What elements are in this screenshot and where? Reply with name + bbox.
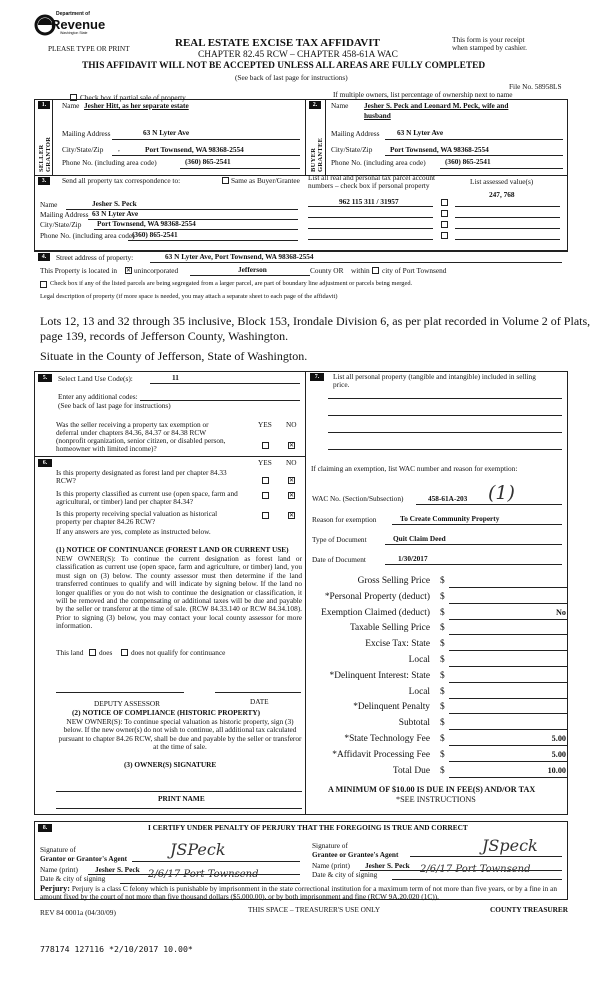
county-name: Jefferson (238, 265, 267, 274)
tax-row-label: Local (408, 687, 430, 697)
additional-codes-label: Enter any additional codes: (58, 392, 138, 401)
land-use-code: 11 (172, 373, 179, 382)
s3-phone-label: Phone No. (including area code) (40, 231, 135, 240)
parcel-4-personal-checkbox[interactable] (441, 232, 448, 239)
s6-q2-line2: agricultural, or timber) land per chapter 84.34? (56, 497, 193, 506)
street-label: Street address of property: (56, 253, 134, 262)
grantor-date-label: Date & city of signing (40, 874, 106, 883)
form-title: REAL ESTATE EXCISE TAX AFFIDAVIT (175, 37, 380, 49)
tax-row-underline (449, 761, 567, 762)
tax-row-dollar: $ (440, 718, 445, 728)
grantor-agent-label: Grantor or Grantor's Agent (40, 854, 128, 863)
form-chapter: CHAPTER 82.45 RCW – CHAPTER 458-61A WAC (198, 50, 398, 60)
receipt-note-2: when stamped by cashier. (452, 43, 527, 52)
tax-row-value: No (555, 608, 566, 617)
tax-row-dollar: $ (440, 592, 445, 602)
s5-no-header: NO (286, 420, 297, 429)
multiple-owners-note: If multiple owners, list percentage of ownership next to name (333, 90, 513, 99)
tax-row-dollar: $ (440, 639, 445, 649)
logo-state: Washington State (60, 31, 88, 35)
s5-q1-line4: homeowner with limited income)? (56, 444, 157, 453)
unincorporated-label: unincorporated (134, 266, 179, 275)
tax-row-dollar: $ (440, 623, 445, 633)
buyer-city-label: City/State/Zip (331, 145, 373, 154)
buyer-name-line2: husband (364, 111, 391, 120)
s5-yes-header: YES (258, 420, 272, 429)
s6-q3-no-checkbox[interactable]: ✕ (289, 513, 295, 519)
tax-row-label: Gross Selling Price (357, 576, 430, 586)
parcel-1-personal-checkbox[interactable] (441, 199, 448, 206)
s6-no-header: NO (286, 458, 297, 467)
assessed-header: List assessed value(s) (470, 177, 534, 186)
s6-yes-header: YES (258, 458, 272, 467)
legal-desc-2: page 139, records of Jefferson County, Washington. (40, 329, 289, 343)
parcel-header-2: numbers – check box if personal property (308, 181, 430, 190)
does-not-qualify-checkbox[interactable] (121, 649, 128, 656)
personal-property-label-2: price. (333, 380, 350, 389)
legal-desc-3: Situate in the County of Jefferson, State of Washington. (40, 349, 308, 363)
s5-q1-line1: Was the seller receiving a property tax exemption or (56, 420, 209, 429)
reason-label: Reason for exemption (312, 515, 377, 524)
deputy-assessor-label: DEPUTY ASSESSOR (94, 699, 161, 708)
tax-row-dollar: $ (440, 734, 445, 744)
segregated-label: Check box if any of the listed parcels are being segregated from a larger parcel, are part of boundary line adjustment or parcels being merged. (50, 280, 413, 287)
tax-row-value: 5.00 (551, 750, 566, 759)
s6-q2-no-checkbox[interactable]: ✕ (289, 493, 295, 499)
unincorporated-checkbox[interactable]: ✕ (126, 268, 132, 274)
tax-row-label: *Personal Property (deduct) (324, 592, 430, 602)
tax-row-value: 10.00 (547, 766, 566, 775)
grantor-signature: JSPeck (170, 840, 226, 859)
section-6-number: 6. (38, 459, 52, 467)
s6-q1-no-checkbox[interactable]: ✕ (289, 478, 295, 484)
s6-q2-yes-checkbox[interactable] (262, 492, 269, 499)
within-label: within (351, 266, 370, 275)
s6-q3-yes-checkbox[interactable] (262, 512, 269, 519)
grantee-signature: JSpeck (482, 836, 538, 855)
segregated-checkbox[interactable] (40, 281, 47, 288)
tax-row-label: Exemption Claimed (deduct) (321, 608, 430, 618)
s5-q1-line3: (nonprofit organization, senior citizen, or disabled person, (56, 436, 226, 445)
correspondence-label: Send all property tax correspondence to: (62, 176, 181, 185)
minimum-due-line2: *SEE INSTRUCTIONS (396, 795, 476, 804)
tax-row-dollar: $ (440, 608, 445, 618)
personal-property-label-1: List all personal property (tangible and intangible) included in selling (333, 372, 536, 381)
minimum-due-line1: A MINIMUM OF $10.00 IS DUE IN FEE(S) AND/OR TAX (328, 785, 536, 794)
seller-city-prefix: , (118, 144, 120, 153)
street-address: 63 N Lyter Ave, Port Townsend, WA 98368-2554 (165, 252, 314, 261)
s3-name: Jesher S. Peck (92, 199, 137, 208)
additional-codes-note: (See back of last page for instructions) (58, 401, 171, 410)
tax-row-dollar: $ (440, 687, 445, 697)
grantee-name-label: Name (print) (312, 861, 350, 870)
does-label: does (99, 648, 113, 657)
buyer-side-label: BUYER GRANTEE (310, 137, 324, 172)
date-label: DATE (250, 697, 269, 706)
s6-q1-yes-checkbox[interactable] (262, 477, 269, 484)
exemption-reason: To Create Community Property (400, 514, 500, 523)
parcel-number: 962 115 311 / 31957 (339, 197, 399, 206)
section-1-number: 1. (38, 101, 50, 109)
form-warning: THIS AFFIDAVIT WILL NOT BE ACCEPTED UNLESS ALL AREAS ARE FULLY COMPLETED (82, 61, 486, 71)
s5-q1-no-checkbox[interactable]: ✕ (289, 443, 295, 449)
tax-row-label: Excise Tax: State (365, 639, 430, 649)
file-number: File No. 58958LS (509, 82, 562, 91)
wac-subsection-handwritten: (1) (488, 482, 515, 504)
city-of-label: city of Port Townsend (382, 266, 447, 275)
seller-phone-label: Phone No. (including area code) (62, 158, 157, 167)
tax-row-label: *Delinquent Interest: State (329, 671, 430, 681)
s6-q2-line1: Is this property classified as current use (open space, farm and (56, 489, 238, 498)
grantor-sig-label: Signature of (40, 845, 76, 854)
exemption-claim-label: If claiming an exemption, list WAC number and reason for exemption: (311, 464, 518, 473)
tax-row-underline (449, 713, 567, 714)
grantee-date-city: 2/6/17 Port Townsend (420, 864, 531, 875)
tax-row-dollar: $ (440, 671, 445, 681)
doc-type: Quit Claim Deed (393, 534, 446, 543)
perjury-text: Perjury is a class C felony which is punishable by imprisonment in the state correctional institution for a maximum term of not more than five years, or by a fine in an amount fixed by the court of not more than five thousand dollars ($5,000.00), or by both imprisonment and fine (RCW 9A.20.020 (1C)). (40, 884, 557, 902)
treasurer-space: THIS SPACE – TREASURER'S USE ONLY (248, 905, 381, 914)
doc-type-label: Type of Document (312, 535, 367, 544)
notice1-body: NEW OWNER(S): To continue the current designation as forest land or classification as current use (open space, farm and agriculture, or timber) land, you must sign on (3) below. The county assessor must then determine if the land transferred continues to qualify and will indicate by signing below. If the land no longer qualifies or you do not wish to continue the designation or classification, it will be removed and the compensating or additional taxes will be due and payable by the seller or transferor at the time of sale. (RCW 84.33.140 or RCW 84.34.108). Prior to signing (3) below, you may contact your local county assessor for more information. (56, 554, 302, 631)
s3-city-label: City/State/Zip (40, 220, 82, 229)
owner-signature-label: (3) OWNER(S) SIGNATURE (124, 760, 217, 769)
within-city-checkbox[interactable] (372, 267, 379, 274)
seller-name-label: Name (62, 101, 80, 110)
s5-q1-yes-checkbox[interactable] (262, 442, 269, 449)
section-2-number: 2. (309, 101, 321, 109)
tax-row-underline (449, 619, 567, 620)
buyer-phone: (360) 865-2541 (445, 157, 491, 166)
same-as-buyer-checkbox[interactable] (222, 177, 229, 184)
seller-phone: (360) 865-2541 (185, 157, 231, 166)
s6-note: If any answers are yes, complete as instructed below. (56, 527, 211, 536)
s3-name-label: Name (40, 200, 58, 209)
grantor-name: Jesher S. Peck (95, 865, 140, 874)
buyer-mailing: 63 N Lyter Ave (397, 128, 444, 137)
grantee-name: Jesher S. Peck (365, 861, 410, 870)
notice1-title: (1) NOTICE OF CONTINUANCE (FOREST LAND OR CURRENT USE) (56, 545, 289, 554)
legal-desc-1: Lots 12, 13 and 32 through 35 inclusive, Block 153, Irondale Division 6, as per plat recorded in Volume 2 of Plats, (40, 314, 591, 328)
tax-row-underline (449, 650, 567, 651)
buyer-name-label: Name (331, 101, 349, 110)
tax-row-underline (449, 698, 567, 699)
tax-row-label: *Affidavit Processing Fee (332, 750, 430, 760)
tax-row-dollar: $ (440, 655, 445, 665)
tax-row-dollar: $ (440, 750, 445, 760)
s3-mailing-label: Mailing Address (40, 210, 89, 219)
tax-row-underline (449, 666, 567, 667)
tax-row-underline (449, 682, 567, 683)
seller-city: Port Townsend, WA 98368-2554 (145, 145, 244, 154)
parcel-2-personal-checkbox[interactable] (441, 210, 448, 217)
section-7-number: 7. (310, 373, 324, 381)
county-treasurer: COUNTY TREASURER (490, 905, 569, 914)
see-back: (See back of last page for instructions) (235, 73, 348, 82)
please-type: PLEASE TYPE OR PRINT (48, 44, 130, 53)
section-8-number: 8. (38, 824, 52, 832)
does-qualify-checkbox[interactable] (89, 649, 96, 656)
does-not-label: does not qualify for continuance (131, 648, 226, 657)
print-name-label: PRINT NAME (158, 794, 205, 803)
wac-number: 458-61A-203 (428, 494, 468, 503)
parcel-header-1: List all real and personal tax parcel account (308, 173, 436, 182)
section-4-number: 4. (38, 253, 50, 261)
revenue-logo (34, 10, 106, 38)
parcel-3-personal-checkbox[interactable] (441, 221, 448, 228)
grantee-date-label: Date & city of signing (312, 870, 378, 879)
grantee-agent-label: Grantee or Grantee's Agent (312, 850, 399, 859)
legal-label: Legal description of property (if more space is needed, you may attach a separate sheet to each page of the affidavit) (40, 293, 338, 300)
seller-name: Jesher Hitt, as her separate estate (84, 101, 189, 110)
tax-row-label: Total Due (392, 766, 430, 776)
certify-statement: I CERTIFY UNDER PENALTY OF PERJURY THAT THE FOREGOING IS TRUE AND CORRECT (148, 823, 468, 832)
section-3-number: 3. (38, 177, 50, 185)
tax-row-underline (449, 777, 567, 778)
tax-row-dollar: $ (440, 702, 445, 712)
tax-row-underline (449, 603, 567, 604)
tax-row-value: 5.00 (551, 734, 566, 743)
assessed-value: 247, 768 (489, 190, 515, 199)
seller-mailing: 63 N Lyter Ave (143, 128, 190, 137)
notice2-body: NEW OWNER(S): To continue special valuation as historic property, sign (3) below. If the new owner(s) do not wish to continue, all additional tax calculated pursuant to chapter 84.26 RCW, shall be due and payable by the seller or transferor at the time of sale. (58, 717, 302, 752)
recording-stamp: 778174 127116 *2/10/2017 10.00* (40, 944, 193, 954)
notice2-title: (2) NOTICE OF COMPLIANCE (HISTORIC PROPERTY) (72, 708, 261, 717)
s5-q1-line2: deferral under chapters 84.36, 84.37 or 84.38 RCW (56, 428, 207, 437)
doc-date-label: Date of Document (312, 555, 366, 564)
this-land-label: This land (56, 648, 84, 657)
tax-row-underline (449, 745, 567, 746)
tax-row-dollar: $ (440, 576, 445, 586)
form-revision: REV 84 0001a (04/30/09) (40, 908, 116, 917)
seller-city-label: City/State/Zip (62, 145, 104, 154)
logo-name: Revenue (51, 17, 106, 32)
tax-row-underline (449, 587, 567, 588)
s6-q3-line2: property per chapter 84.26 RCW? (56, 517, 156, 526)
grantor-date-city: 2/6/17 Port Townsend (148, 869, 259, 880)
grantor-name-label: Name (print) (40, 865, 78, 874)
same-as-buyer-label: Same as Buyer/Grantee (231, 176, 300, 185)
buyer-phone-label: Phone No. (including area code) (331, 158, 426, 167)
logo-dept: Department of (56, 11, 90, 17)
located-label: This Property is located in (40, 266, 118, 275)
buyer-city: Port Townsend, WA 98368-2554 (390, 145, 489, 154)
buyer-mailing-label: Mailing Address (331, 129, 380, 138)
wac-label: WAC No. (Section/Subsection) (312, 494, 404, 503)
tax-row-underline (449, 634, 567, 635)
s3-mailing: 63 N Lyter Ave (92, 209, 139, 218)
s6-q3-line1: Is this property receiving special valuation as historical (56, 509, 218, 518)
s6-q1-line1: Is this property designated as forest land per chapter 84.33 (56, 468, 227, 477)
tax-row-label: Subtotal (398, 718, 430, 728)
section-5-number: 5. (38, 374, 52, 382)
s3-phone: (360) 865-2541 (132, 230, 178, 239)
s3-city: Port Townsend, WA 98368-2554 (97, 219, 196, 228)
tax-row-dollar: $ (440, 766, 445, 776)
doc-date: 1/30/2017 (398, 554, 428, 563)
buyer-name-line1: Jesher S. Peck and Leonard M. Peck, wife and (364, 101, 509, 110)
seller-side-label: SELLER GRANTOR (38, 136, 52, 172)
seller-mailing-label: Mailing Address (62, 129, 111, 138)
tax-row-underline (449, 729, 567, 730)
land-use-label: Select Land Use Code(s): (58, 374, 133, 383)
s6-q1-line2: RCW? (56, 476, 76, 485)
perjury-label: Perjury: (40, 884, 71, 893)
tax-row-label: Local (408, 655, 430, 665)
receipt-note-1: This form is your receipt (452, 35, 525, 44)
tax-row-label: *State Technology Fee (344, 734, 430, 744)
tax-row-label: Taxable Selling Price (349, 623, 430, 633)
partial-sale-label: Check box if partial sale of property (80, 93, 186, 102)
tax-row-label: *Delinquent Penalty (353, 702, 430, 712)
county-or-label: County OR (310, 266, 344, 275)
grantee-sig-label: Signature of (312, 841, 348, 850)
